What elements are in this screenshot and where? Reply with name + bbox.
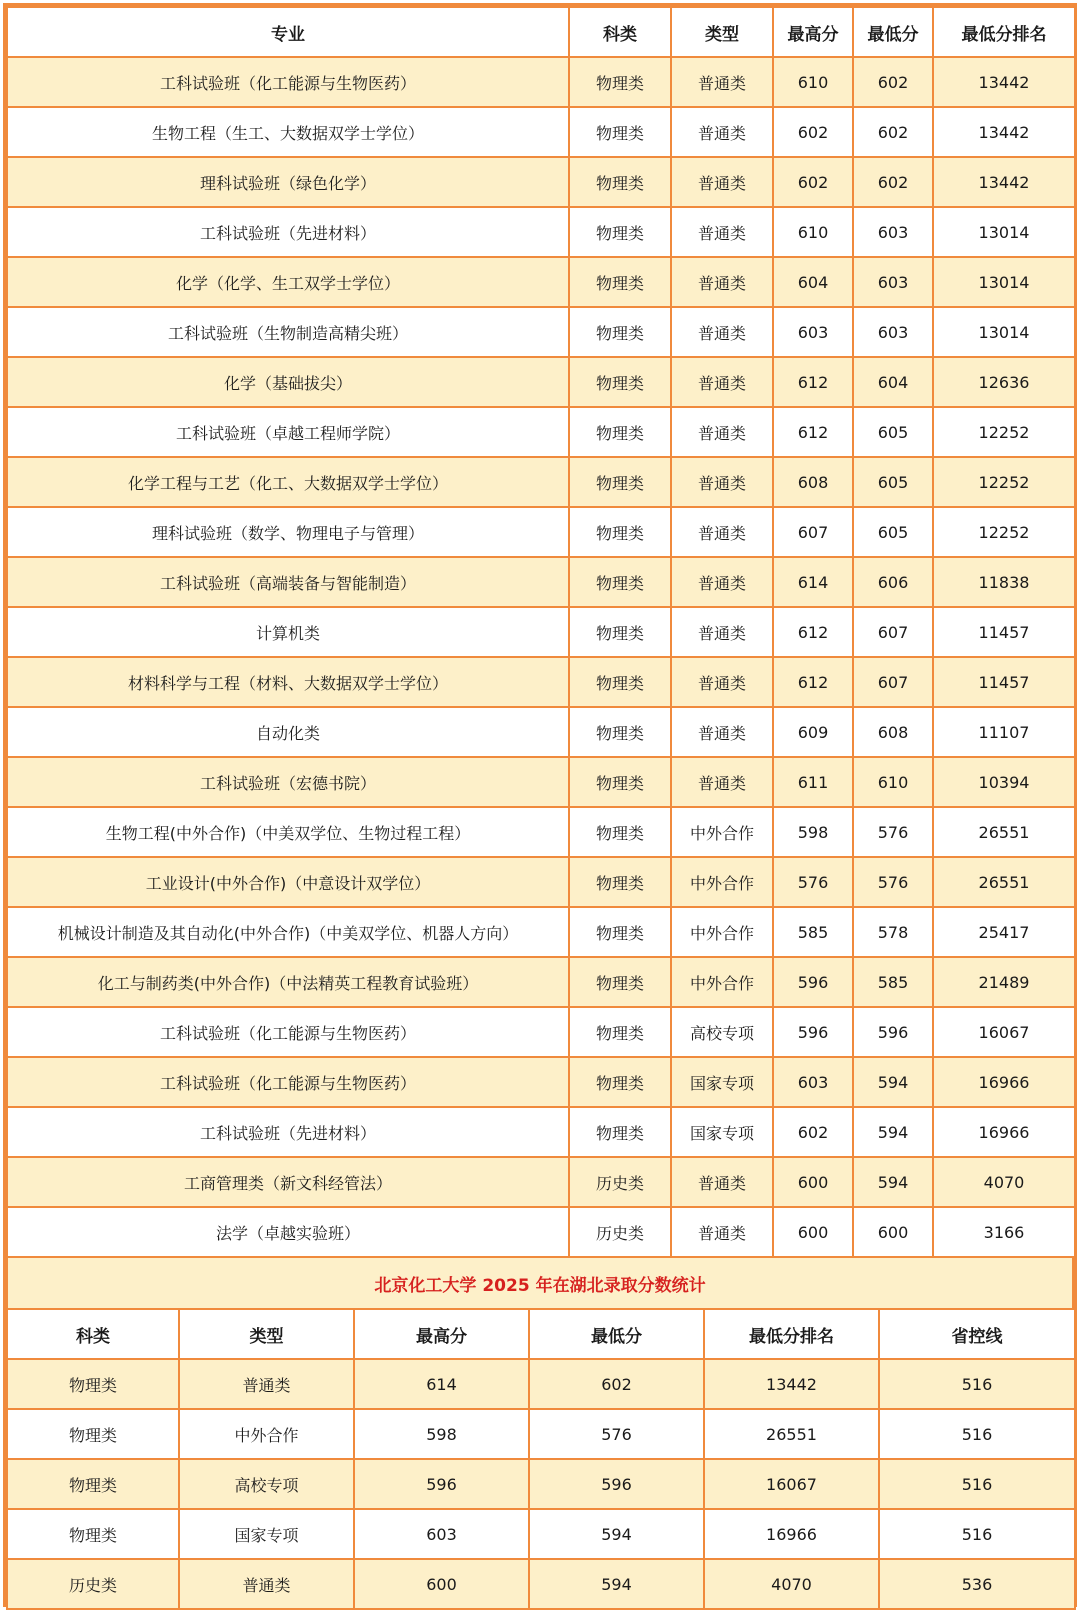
min-score-cell: 607	[853, 607, 933, 657]
subject-cell: 物理类	[569, 607, 671, 657]
max-score-cell: 600	[773, 1207, 853, 1257]
min-score-cell: 605	[853, 457, 933, 507]
table-row	[7, 1207, 1075, 1257]
summary-score-table	[6, 1308, 1076, 1610]
table-row	[7, 307, 1075, 357]
min-score-cell: 603	[853, 307, 933, 357]
type-cell: 高校专项	[671, 1007, 773, 1057]
summary-title-bar	[6, 1258, 1074, 1308]
max-score-cell: 614	[354, 1359, 529, 1409]
min-score-cell: 602	[529, 1359, 704, 1409]
max-score-cell: 610	[773, 57, 853, 107]
type-cell: 普通类	[179, 1359, 354, 1409]
control-line-cell: 516	[879, 1359, 1075, 1409]
max-score-cell: 612	[773, 357, 853, 407]
table-row	[7, 207, 1075, 257]
type-cell: 普通类	[671, 357, 773, 407]
table-row	[7, 507, 1075, 557]
summary-table-body	[7, 1359, 1075, 1609]
max-score-cell: 612	[773, 607, 853, 657]
max-score-cell: 603	[354, 1509, 529, 1559]
header-min-score: 最低分	[853, 7, 933, 57]
subject-cell: 历史类	[569, 1157, 671, 1207]
min-rank-cell: 16966	[933, 1107, 1075, 1157]
max-score-cell: 603	[773, 307, 853, 357]
min-score-cell: 594	[853, 1057, 933, 1107]
max-score-cell: 598	[773, 807, 853, 857]
type-cell: 普通类	[671, 1207, 773, 1257]
major-name-cell: 工科试验班（化工能源与生物医药）	[7, 1007, 569, 1057]
summary-table-row	[7, 1559, 1075, 1609]
major-name-cell: 计算机类	[7, 607, 569, 657]
subject-cell: 物理类	[569, 107, 671, 157]
summary-header-max-score: 最高分	[354, 1309, 529, 1359]
header-min-rank: 最低分排名	[933, 7, 1075, 57]
major-name-cell: 工科试验班（先进材料）	[7, 207, 569, 257]
table-row	[7, 657, 1075, 707]
table-row	[7, 457, 1075, 507]
min-rank-cell: 13442	[704, 1359, 879, 1409]
min-score-cell: 603	[853, 207, 933, 257]
type-cell: 普通类	[671, 1157, 773, 1207]
min-score-cell: 594	[529, 1559, 704, 1609]
min-score-cell: 602	[853, 57, 933, 107]
major-name-cell: 化学工程与工艺（化工、大数据双学士学位）	[7, 457, 569, 507]
min-rank-cell: 13442	[933, 107, 1075, 157]
min-rank-cell: 12252	[933, 407, 1075, 457]
type-cell: 普通类	[671, 157, 773, 207]
subject-cell: 物理类	[569, 1007, 671, 1057]
major-name-cell: 自动化类	[7, 707, 569, 757]
control-line-cell: 516	[879, 1509, 1075, 1559]
min-score-cell: 596	[529, 1459, 704, 1509]
subject-cell: 物理类	[7, 1509, 179, 1559]
major-name-cell: 理科试验班（绿色化学）	[7, 157, 569, 207]
min-rank-cell: 4070	[704, 1559, 879, 1609]
major-name-cell: 机械设计制造及其自动化(中外合作)（中美双学位、机器人方向）	[7, 907, 569, 957]
min-score-cell: 578	[853, 907, 933, 957]
subject-cell: 物理类	[7, 1409, 179, 1459]
max-score-cell: 596	[773, 1007, 853, 1057]
min-rank-cell: 12636	[933, 357, 1075, 407]
min-rank-cell: 11457	[933, 607, 1075, 657]
min-score-cell: 603	[853, 257, 933, 307]
type-cell: 普通类	[671, 307, 773, 357]
min-rank-cell: 13442	[933, 57, 1075, 107]
subject-cell: 物理类	[569, 1057, 671, 1107]
min-rank-cell: 11107	[933, 707, 1075, 757]
table-row	[7, 1057, 1075, 1107]
min-rank-cell: 13442	[933, 157, 1075, 207]
subject-cell: 物理类	[569, 407, 671, 457]
type-cell: 普通类	[671, 557, 773, 607]
min-score-cell: 600	[853, 1207, 933, 1257]
summary-table-row	[7, 1359, 1075, 1409]
min-rank-cell: 16966	[704, 1509, 879, 1559]
table-row	[7, 107, 1075, 157]
type-cell: 普通类	[179, 1559, 354, 1609]
min-score-cell: 607	[853, 657, 933, 707]
type-cell: 国家专项	[179, 1509, 354, 1559]
table-row	[7, 957, 1075, 1007]
subject-cell: 历史类	[569, 1207, 671, 1257]
table-row	[7, 907, 1075, 957]
max-score-cell: 602	[773, 107, 853, 157]
min-rank-cell: 11838	[933, 557, 1075, 607]
summary-header-min-rank: 最低分排名	[704, 1309, 879, 1359]
summary-header-min-score: 最低分	[529, 1309, 704, 1359]
min-rank-cell: 13014	[933, 207, 1075, 257]
subject-cell: 物理类	[569, 507, 671, 557]
type-cell: 普通类	[671, 407, 773, 457]
type-cell: 普通类	[671, 657, 773, 707]
min-score-cell: 596	[853, 1007, 933, 1057]
subject-cell: 物理类	[569, 57, 671, 107]
major-name-cell: 法学（卓越实验班）	[7, 1207, 569, 1257]
type-cell: 国家专项	[671, 1057, 773, 1107]
type-cell: 普通类	[671, 257, 773, 307]
min-score-cell: 605	[853, 507, 933, 557]
summary-title: 北京化工大学 2025 年在湖北录取分数统计	[374, 1275, 706, 1296]
table-row	[7, 757, 1075, 807]
max-score-cell: 598	[354, 1409, 529, 1459]
type-cell: 普通类	[671, 457, 773, 507]
control-line-cell: 516	[879, 1409, 1075, 1459]
min-rank-cell: 26551	[704, 1409, 879, 1459]
table-row	[7, 57, 1075, 107]
min-rank-cell: 4070	[933, 1157, 1075, 1207]
min-rank-cell: 12252	[933, 507, 1075, 557]
type-cell: 中外合作	[671, 957, 773, 1007]
subject-cell: 物理类	[569, 857, 671, 907]
subject-cell: 物理类	[7, 1359, 179, 1409]
table-row	[7, 857, 1075, 907]
min-rank-cell: 13014	[933, 257, 1075, 307]
min-score-cell: 605	[853, 407, 933, 457]
min-rank-cell: 26551	[933, 807, 1075, 857]
subject-cell: 物理类	[569, 807, 671, 857]
max-score-cell: 607	[773, 507, 853, 557]
max-score-cell: 596	[773, 957, 853, 1007]
type-cell: 高校专项	[179, 1459, 354, 1509]
header-type: 类型	[671, 7, 773, 57]
min-score-cell: 606	[853, 557, 933, 607]
table-row	[7, 607, 1075, 657]
type-cell: 中外合作	[671, 807, 773, 857]
max-score-cell: 610	[773, 207, 853, 257]
major-name-cell: 工科试验班（化工能源与生物医药）	[7, 1057, 569, 1107]
major-score-table	[6, 6, 1076, 1258]
subject-cell: 物理类	[569, 457, 671, 507]
major-table-body	[7, 57, 1075, 1257]
major-name-cell: 工业设计(中外合作)（中意设计双学位）	[7, 857, 569, 907]
summary-table-row	[7, 1509, 1075, 1559]
type-cell: 普通类	[671, 607, 773, 657]
subject-cell: 物理类	[569, 907, 671, 957]
header-max-score: 最高分	[773, 7, 853, 57]
major-name-cell: 工科试验班（宏德书院）	[7, 757, 569, 807]
max-score-cell: 600	[773, 1157, 853, 1207]
min-rank-cell: 12252	[933, 457, 1075, 507]
type-cell: 中外合作	[179, 1409, 354, 1459]
min-rank-cell: 10394	[933, 757, 1075, 807]
subject-cell: 历史类	[7, 1559, 179, 1609]
table-row	[7, 357, 1075, 407]
min-rank-cell: 3166	[933, 1207, 1075, 1257]
major-name-cell: 工科试验班（生物制造高精尖班）	[7, 307, 569, 357]
subject-cell: 物理类	[569, 307, 671, 357]
max-score-cell: 608	[773, 457, 853, 507]
major-name-cell: 材料科学与工程（材料、大数据双学士学位）	[7, 657, 569, 707]
min-score-cell: 576	[529, 1409, 704, 1459]
max-score-cell: 603	[773, 1057, 853, 1107]
control-line-cell: 536	[879, 1559, 1075, 1609]
min-rank-cell: 11457	[933, 657, 1075, 707]
max-score-cell: 602	[773, 1107, 853, 1157]
max-score-cell: 612	[773, 407, 853, 457]
type-cell: 普通类	[671, 707, 773, 757]
major-table-header-row	[7, 7, 1075, 57]
min-rank-cell: 13014	[933, 307, 1075, 357]
min-score-cell: 576	[853, 807, 933, 857]
summary-header-control-line: 省控线	[879, 1309, 1075, 1359]
min-rank-cell: 25417	[933, 907, 1075, 957]
summary-header-subject: 科类	[7, 1309, 179, 1359]
summary-header-type: 类型	[179, 1309, 354, 1359]
subject-cell: 物理类	[569, 657, 671, 707]
max-score-cell: 596	[354, 1459, 529, 1509]
min-score-cell: 594	[853, 1107, 933, 1157]
min-score-cell: 594	[529, 1509, 704, 1559]
min-rank-cell: 21489	[933, 957, 1075, 1007]
max-score-cell: 602	[773, 157, 853, 207]
min-score-cell: 594	[853, 1157, 933, 1207]
table-row	[7, 1007, 1075, 1057]
table-row	[7, 707, 1075, 757]
subject-cell: 物理类	[569, 757, 671, 807]
major-name-cell: 化学（化学、生工双学士学位）	[7, 257, 569, 307]
table-row	[7, 1107, 1075, 1157]
min-rank-cell: 16067	[704, 1459, 879, 1509]
header-subject: 科类	[569, 7, 671, 57]
major-name-cell: 化工与制药类(中外合作)（中法精英工程教育试验班）	[7, 957, 569, 1007]
major-name-cell: 化学（基础拔尖）	[7, 357, 569, 407]
max-score-cell: 609	[773, 707, 853, 757]
subject-cell: 物理类	[569, 207, 671, 257]
min-score-cell: 576	[853, 857, 933, 907]
table-row	[7, 157, 1075, 207]
min-rank-cell: 16966	[933, 1057, 1075, 1107]
type-cell: 普通类	[671, 507, 773, 557]
subject-cell: 物理类	[569, 957, 671, 1007]
major-name-cell: 工科试验班（先进材料）	[7, 1107, 569, 1157]
control-line-cell: 516	[879, 1459, 1075, 1509]
min-rank-cell: 16067	[933, 1007, 1075, 1057]
table-row	[7, 1157, 1075, 1207]
header-major: 专业	[7, 7, 569, 57]
min-rank-cell: 26551	[933, 857, 1075, 907]
table-row	[7, 407, 1075, 457]
major-name-cell: 工科试验班（化工能源与生物医药）	[7, 57, 569, 107]
subject-cell: 物理类	[569, 557, 671, 607]
major-name-cell: 理科试验班（数学、物理电子与管理）	[7, 507, 569, 557]
subject-cell: 物理类	[569, 707, 671, 757]
table-row	[7, 257, 1075, 307]
min-score-cell: 602	[853, 107, 933, 157]
min-score-cell: 610	[853, 757, 933, 807]
type-cell: 普通类	[671, 207, 773, 257]
min-score-cell: 585	[853, 957, 933, 1007]
max-score-cell: 585	[773, 907, 853, 957]
major-name-cell: 生物工程（生工、大数据双学士学位）	[7, 107, 569, 157]
summary-table-row	[7, 1459, 1075, 1509]
max-score-cell: 604	[773, 257, 853, 307]
major-name-cell: 工科试验班（高端装备与智能制造）	[7, 557, 569, 607]
table-row	[7, 807, 1075, 857]
max-score-cell: 611	[773, 757, 853, 807]
subject-cell: 物理类	[569, 357, 671, 407]
subject-cell: 物理类	[569, 157, 671, 207]
max-score-cell: 600	[354, 1559, 529, 1609]
type-cell: 普通类	[671, 757, 773, 807]
type-cell: 普通类	[671, 57, 773, 107]
type-cell: 国家专项	[671, 1107, 773, 1157]
subject-cell: 物理类	[7, 1459, 179, 1509]
min-score-cell: 604	[853, 357, 933, 407]
min-score-cell: 602	[853, 157, 933, 207]
type-cell: 中外合作	[671, 907, 773, 957]
min-score-cell: 608	[853, 707, 933, 757]
subject-cell: 物理类	[569, 1107, 671, 1157]
major-name-cell: 工科试验班（卓越工程师学院）	[7, 407, 569, 457]
summary-table-header-row	[7, 1309, 1075, 1359]
table-row	[7, 557, 1075, 607]
type-cell: 中外合作	[671, 857, 773, 907]
subject-cell: 物理类	[569, 257, 671, 307]
summary-table-row	[7, 1409, 1075, 1459]
major-name-cell: 工商管理类（新文科经管法）	[7, 1157, 569, 1207]
major-name-cell: 生物工程(中外合作)（中美双学位、生物过程工程）	[7, 807, 569, 857]
type-cell: 普通类	[671, 107, 773, 157]
max-score-cell: 612	[773, 657, 853, 707]
max-score-cell: 576	[773, 857, 853, 907]
max-score-cell: 614	[773, 557, 853, 607]
score-table-frame	[3, 3, 1077, 1607]
